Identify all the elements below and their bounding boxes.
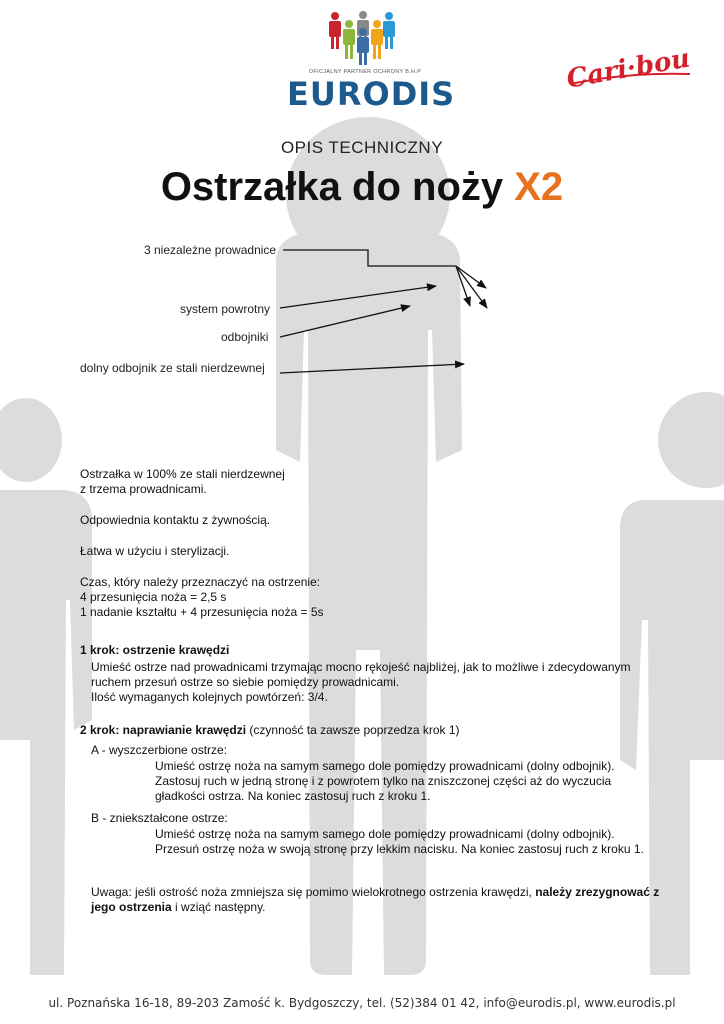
arrow-guides-connector (283, 250, 456, 266)
title-highlight: X2 (514, 165, 564, 209)
step2-a-label: A - wyszczerbione ostrze: (91, 743, 228, 757)
step2-heading-note: (czynność ta zawsze poprzedza krok 1) (246, 723, 460, 737)
food-contact-text: Odpowiednia kontaktu z żywnością. (80, 513, 271, 527)
caribou-logo: Cari·bou (564, 43, 693, 95)
note-prefix: Uwaga: jeśli ostrość noża zmniejsza się pomimo wielokrotnego ostrzenia krawędzi, (91, 885, 536, 899)
callout-return-system: system powrotny (180, 302, 271, 316)
ease-of-use-text: Łatwa w użyciu i sterylizacji. (80, 544, 230, 558)
note-bold-1: należy zrezygnować z (535, 885, 660, 899)
time-section (80, 575, 324, 620)
time-line-1: 4 przesunięcia noża = 2,5 s (80, 590, 227, 604)
title-main: Ostrzałka do noży (160, 165, 504, 209)
step2-b-label: B - zniekształcone ostrze: (91, 811, 228, 825)
time-label: Czas, który należy przeznaczyć na ostrzenie: (80, 575, 321, 589)
callout-guides: 3 niezależne prowadnice (144, 243, 277, 257)
step1-heading: 1 krok: ostrzenie krawędzi (80, 643, 230, 657)
logo-name: EURODIS (287, 75, 456, 113)
step2-b-line-1: Umieść ostrzę noża na samym samego dole pomiędzy prowadnicami (dolny odbojnik). (155, 827, 615, 841)
arrow-system (280, 286, 436, 308)
arrow-guides-3 (456, 266, 470, 306)
intro-section (80, 467, 285, 497)
step1-line-2: ruchem przesuń ostrze so siebie pomiędzy prowadnicami. (91, 675, 400, 689)
warning-note (91, 885, 661, 915)
step2-a-body (155, 759, 615, 804)
logo-tagline: OFICJALNY PARTNER OCHRONY B.H.P (308, 69, 422, 75)
note-suffix: i wziąć następny. (171, 900, 266, 914)
step2-b-line-2: Przesuń ostrzę noża w swoją stronę przy lekkim nacisku. Na koniec zastosuj ruch z kroku 1. (155, 842, 644, 856)
step2-heading-bold: 2 krok: naprawianie krawędzi (80, 723, 247, 737)
step1-body (91, 660, 631, 705)
intro-line-1: Ostrzałka w 100% ze stali nierdzewnej (80, 467, 285, 481)
time-line-2: 1 nadanie kształtu + 4 przesunięcia noża = 5s (80, 605, 324, 619)
step2-a-line-3: gładkości ostrza. Na koniec zastosuj ruch z kroku 1. (155, 789, 431, 803)
step1-line-1: Umieść ostrze nad prowadnicami trzymając mocno rękojeść najbliżej, jak to możliwe i zdecydowanym (91, 660, 631, 674)
step2-a-line-1: Umieść ostrzę noża na samym samego dole pomiędzy prowadnicami (dolny odbojnik). (155, 759, 615, 773)
arrow-guides-2 (456, 266, 487, 308)
footer-contact: ul. Poznańska 16-18, 89-203 Zamość k. Bydgoszczy, tel. (52)384 01 42, info@eurodis.pl, www.eurodis.pl (48, 996, 676, 1010)
note-bold-2: jego ostrzenia (91, 900, 172, 914)
intro-line-2: z trzema prowadnicami. (80, 482, 207, 496)
step1-line-3: Ilość wymaganych kolejnych powtórzeń: 3/4. (91, 690, 328, 704)
arrow-lower-bumper (280, 364, 464, 373)
step2-b-body (155, 827, 644, 857)
step2-heading (80, 723, 460, 738)
callout-lower-bumper: dolny odbojnik ze stali nierdzewnej (80, 361, 265, 375)
step2-a-line-2: Zastosuj ruch w jedną stronę i z powrotem tylko na zniszczonej części aż do wyczucia (155, 774, 612, 788)
callout-bumpers: odbojniki (221, 330, 269, 344)
arrow-bumpers (280, 306, 410, 337)
document-kicker: OPIS TECHNICZNY (280, 138, 444, 157)
